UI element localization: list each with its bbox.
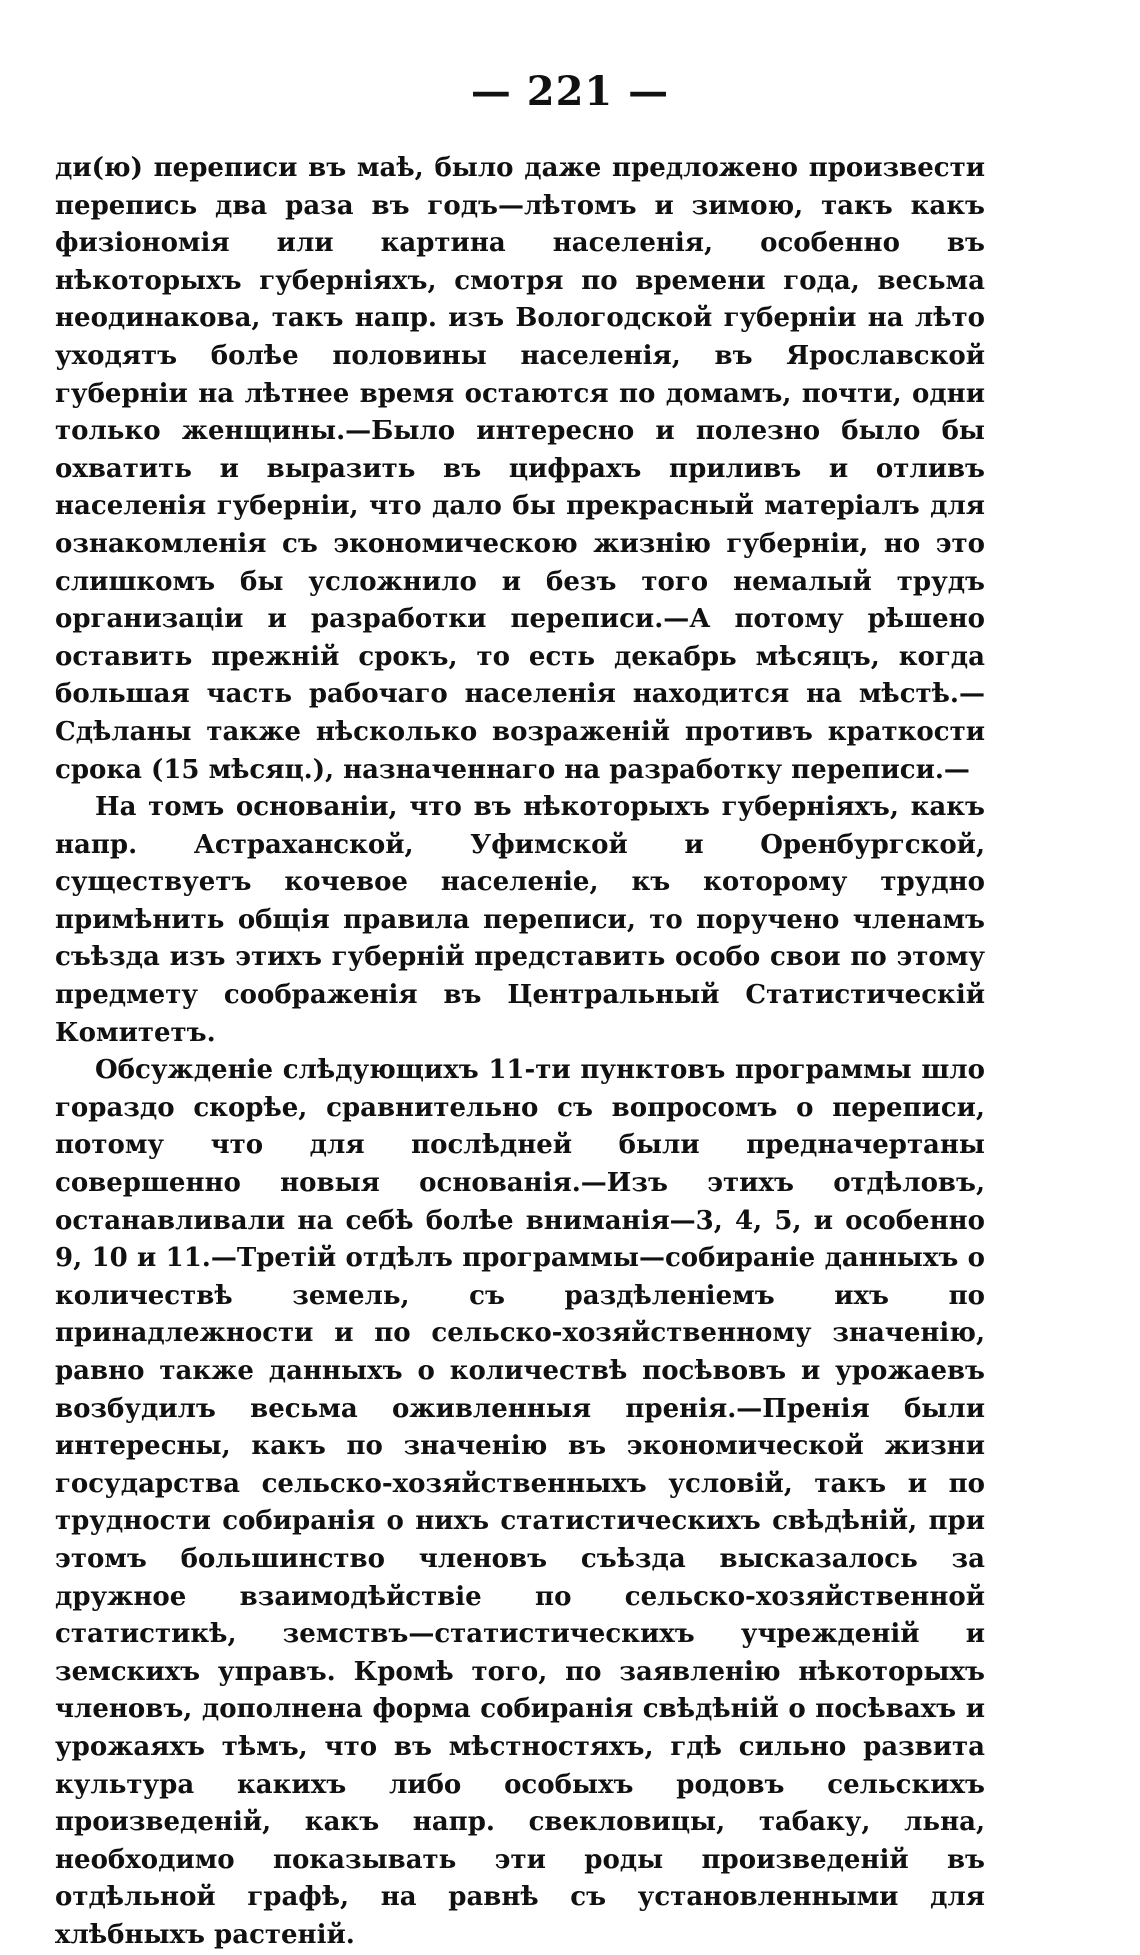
page-number: — 221 — [470,68,670,115]
paragraph: Обсужденіе слѣдующихъ 11-ти пунктовъ программы шло гораздо скорѣе, сравнительно съ вопросомъ о переписи, потому что для послѣдней были предначертаны совершенно новыя основанія.—Изъ этихъ отдѣловъ, останавливали на себѣ болѣе вниманія—3, 4, 5, и особенно 9, 10 и 11.—Третій отдѣлъ программы—собираніе данныхъ о количествѣ земель, съ раздѣленіемъ ихъ по принадлежности и по сельско-хозяйственному значенію, равно также данныхъ о количествѣ посѣвовъ и урожаевъ возбудилъ весьма оживленныя пренія.—Пренія были интересны, какъ по значенію въ экономической жизни государства сельско-хозяйственныхъ условій, такъ и по трудности собиранія о нихъ статистическихъ свѣдѣній, при этомъ большинство членовъ съѣзда высказалось за дружное взаимодѣйствіе по сельско-хозяйственной статистикѣ, земствъ—статистическихъ учрежденій и земскихъ управъ. Кромѣ того, по заявленію нѣкоторыхъ членовъ, дополнена форма собиранія свѣдѣній о посѣвахъ и урожаяхъ тѣмъ, что въ мѣстностяхъ, гдѣ сильно развита культура какихъ либо особыхъ родовъ сельскихъ произведеній, какъ напр. свекловицы, табаку, льна, необходимо показывать эти роды произведеній въ отдѣльной графѣ, на равнѣ съ установленными для хлѣбныхъ растеній. [55,1055,985,1950]
body-text [55,150,985,1955]
paragraph: На томъ основаніи, что въ нѣкоторыхъ губерніяхъ, какъ напр. Астраханской, Уфимской и Оренбургской, существуетъ кочевое населеніе, къ которому трудно примѣнить общія правила переписи, то поручено членамъ съѣзда изъ этихъ губерній представить особо свои по этому предмету соображенія въ Центральный Статистическій Комитетъ. [55,792,985,1048]
paragraph: ди(ю) переписи въ маѣ, было даже предложено произвести перепись два раза въ годъ—лѣтомъ и зимою, такъ какъ физіономія или картина населенія, особенно въ нѣкоторыхъ губерніяхъ, смотря по времени года, весьма неодинакова, такъ напр. изъ Вологодской губерніи на лѣто уходятъ болѣе половины населенія, въ Ярославской губерніи на лѣтнее время остаются по домамъ, почти, одни только женщины.—Было интересно и полезно было бы охватить и выразить въ цифрахъ приливъ и отливъ населенія губерніи, что дало бы прекрасный матеріалъ для ознакомленія съ экономическою жизнію губерніи, но это слишкомъ бы усложнило и безъ того немалый трудъ организаціи и разработки переписи.—А потому рѣшено оставить прежній срокъ, то есть декабрь мѣсяцъ, когда большая часть рабочаго населенія находится на мѣстѣ.—Сдѣланы также нѣсколько возраженій противъ краткости срока (15 мѣсяц.), назначеннаго на разработку переписи.— [55,153,985,785]
